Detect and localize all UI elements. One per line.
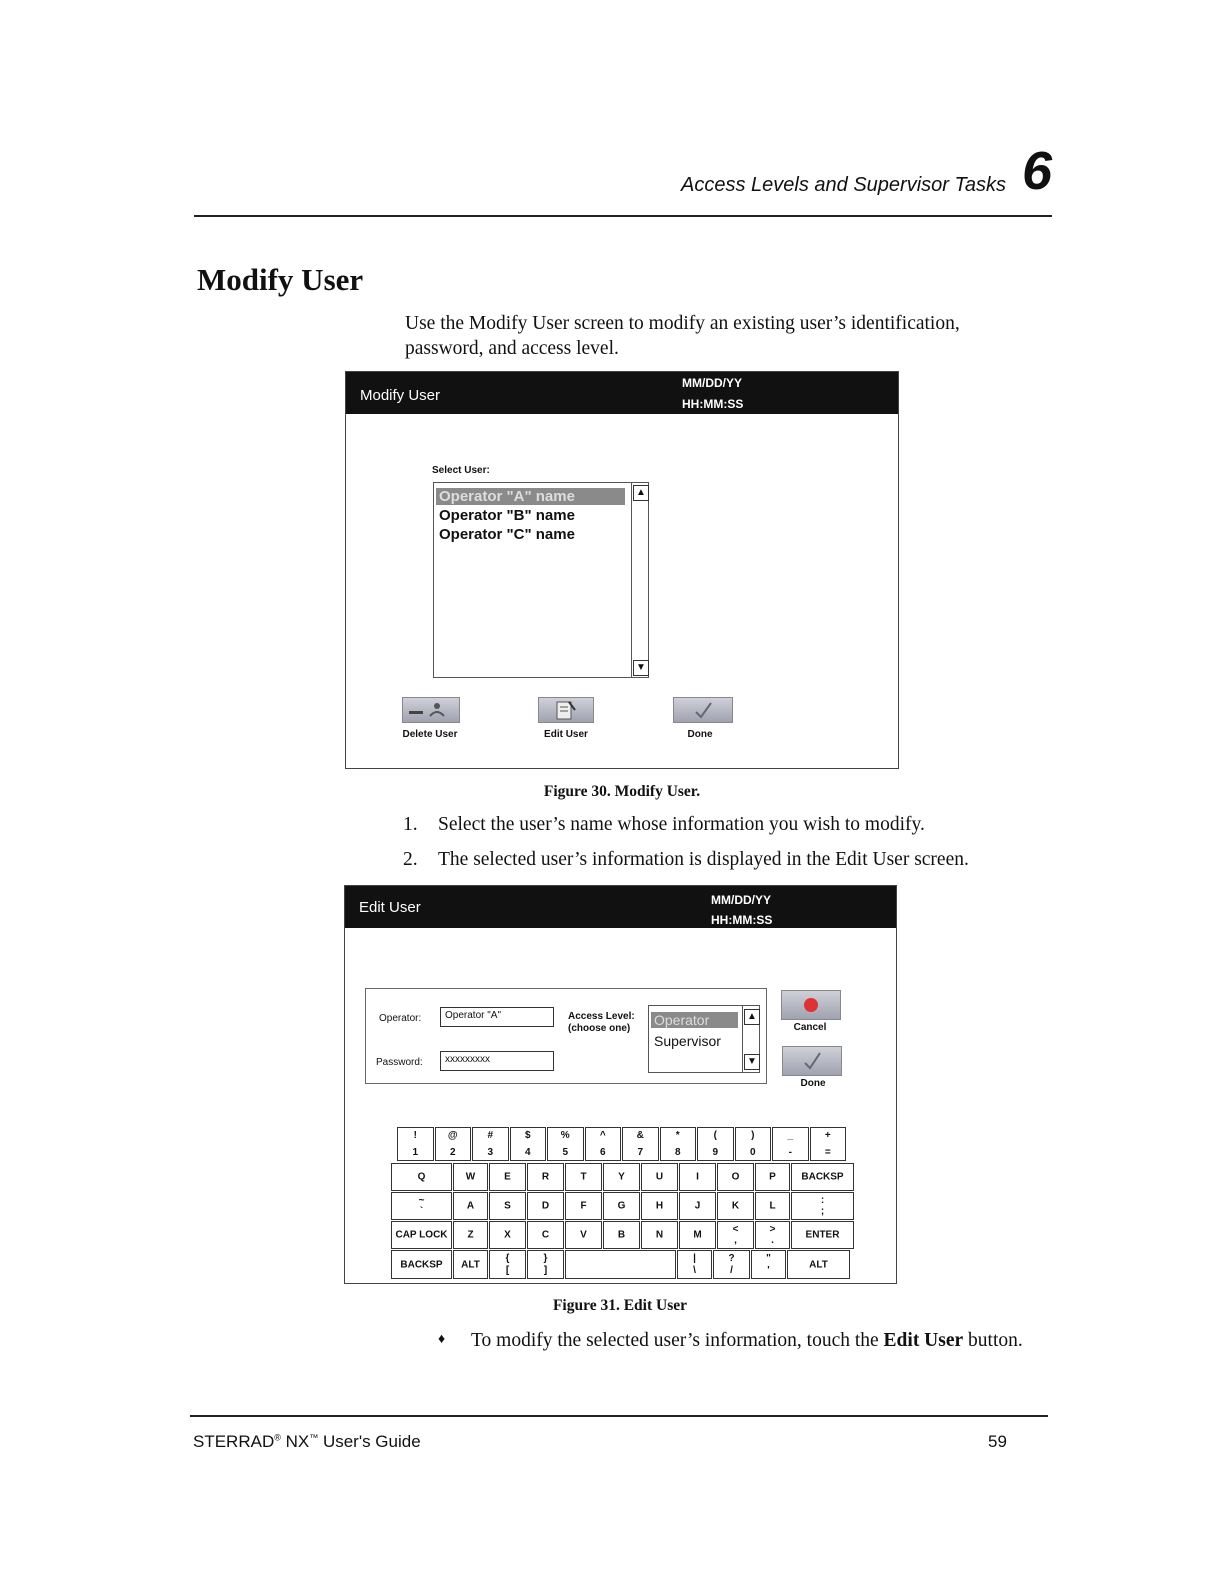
keyboard-key[interactable] [391, 1221, 452, 1249]
keyboard-key[interactable] [735, 1127, 772, 1161]
keyboard-key[interactable] [527, 1163, 564, 1191]
key-label: I [696, 1171, 699, 1183]
key-label: O [731, 1171, 740, 1183]
step-text: The selected user’s information is displayed in the Edit User screen. [438, 849, 969, 870]
key-label: F [580, 1200, 587, 1212]
key-label-lower: 0 [749, 1147, 756, 1158]
keyboard-key[interactable] [510, 1127, 547, 1161]
keyboard-key[interactable] [565, 1221, 602, 1249]
key-label: Q [417, 1171, 426, 1183]
keyboard-key[interactable] [713, 1250, 750, 1279]
key-label-lower: [ [505, 1265, 510, 1276]
key-label-lower: ' [767, 1265, 770, 1276]
key-label-upper: { [505, 1253, 510, 1264]
scroll-down-icon[interactable]: ▼ [633, 660, 649, 676]
keyboard-key[interactable] [603, 1221, 640, 1249]
done-label: Done [800, 1078, 826, 1089]
footer-tm-mark: ™ [309, 1432, 319, 1443]
password-label: Password: [376, 1057, 423, 1068]
keyboard-key[interactable] [547, 1127, 584, 1161]
key-label: R [541, 1171, 550, 1183]
screen-title: Modify User [360, 387, 441, 404]
key-label-upper: ( [713, 1130, 717, 1141]
scroll-up-icon[interactable]: ▲ [744, 1009, 760, 1025]
key-label: Z [467, 1229, 474, 1241]
keyboard-key[interactable] [791, 1192, 854, 1220]
keyboard-key[interactable] [391, 1250, 452, 1279]
key-label-upper: * [675, 1130, 680, 1141]
screen-title: Edit User [359, 899, 421, 916]
bullet-text [471, 1328, 1031, 1353]
footer-reg-mark: ® [274, 1432, 281, 1443]
user-listbox[interactable] [433, 482, 649, 678]
keyboard-key[interactable] [603, 1163, 640, 1191]
key-label: ALT [461, 1259, 480, 1270]
key-label-lower: 2 [449, 1147, 456, 1158]
keyboard-key[interactable] [603, 1192, 640, 1220]
step-number: 2. [403, 849, 418, 870]
keyboard-key[interactable] [717, 1221, 754, 1249]
key-label: CAP LOCK [395, 1229, 448, 1241]
step-number: 1. [403, 814, 418, 835]
key-label-lower: 8 [674, 1147, 681, 1158]
key-label-upper: > [769, 1224, 776, 1235]
scroll-down-icon[interactable]: ▼ [744, 1054, 760, 1070]
operator-input[interactable]: Operator "A" [440, 1007, 554, 1027]
key-label: T [580, 1171, 587, 1183]
key-label-upper: _ [787, 1130, 794, 1141]
keyboard-key[interactable] [791, 1221, 854, 1249]
footer-rule [190, 1415, 1048, 1417]
keyboard-key[interactable] [717, 1163, 754, 1191]
keyboard-key[interactable] [677, 1250, 712, 1279]
keyboard-key[interactable] [641, 1192, 678, 1220]
key-label: L [769, 1200, 776, 1212]
key-label-upper: ? [728, 1253, 735, 1264]
keyboard-key[interactable] [679, 1192, 716, 1220]
edit-user-icon [539, 698, 593, 722]
on-screen-keyboard [345, 886, 896, 1283]
keyboard-key[interactable] [810, 1127, 847, 1161]
footer-brand: STERRAD [193, 1432, 275, 1451]
keyboard-key[interactable] [679, 1221, 716, 1249]
key-label-lower: - [788, 1147, 792, 1158]
keyboard-key[interactable] [679, 1163, 716, 1191]
keyboard-key[interactable] [755, 1163, 790, 1191]
step-text: Select the user’s name whose information you wish to modify. [438, 814, 925, 835]
keyboard-key[interactable] [472, 1127, 509, 1161]
key-label: H [655, 1200, 664, 1212]
key-label-upper: @ [447, 1130, 458, 1141]
keyboard-key[interactable] [391, 1192, 452, 1220]
key-label-lower: 6 [599, 1147, 606, 1158]
key-label: W [465, 1171, 476, 1183]
keyboard-key[interactable] [717, 1192, 754, 1220]
footer-nx: NX [280, 1432, 310, 1451]
list-item[interactable]: Operator "C" name [439, 526, 575, 543]
key-label: P [769, 1171, 776, 1183]
key-label: S [504, 1200, 511, 1212]
access-level-label: Access Level: [568, 1011, 635, 1022]
chapter-number: 6 [1021, 141, 1052, 201]
keyboard-key[interactable] [565, 1192, 602, 1220]
list-item[interactable]: Operator "A" name [436, 488, 625, 505]
keyboard-key[interactable] [751, 1250, 786, 1279]
running-title: Access Levels and Supervisor Tasks [681, 174, 1006, 196]
figure-30-caption: Figure 30. Modify User. [543, 783, 701, 800]
key-label: BACKSP [801, 1171, 844, 1183]
time-display: HH:MM:SS [682, 397, 744, 411]
list-item[interactable]: Supervisor [654, 1033, 721, 1049]
key-label: J [694, 1200, 701, 1212]
bullet-diamond-icon: ♦ [438, 1332, 446, 1347]
intro-paragraph: Use the Modify User screen to modify an existing user’s identification, password, and access level. [405, 313, 960, 359]
key-label-upper: + [824, 1130, 831, 1141]
page-number: 59 [988, 1432, 1007, 1451]
keyboard-key[interactable] [453, 1250, 488, 1279]
keyboard-key[interactable] [453, 1163, 488, 1191]
operator-label: Operator: [379, 1013, 422, 1024]
modify-user-screen [345, 371, 899, 769]
keyboard-key[interactable] [453, 1221, 488, 1249]
spacebar-key[interactable] [565, 1250, 676, 1279]
list-scrollbar[interactable] [631, 483, 648, 677]
access-level-sublabel: (choose one) [568, 1023, 631, 1034]
edit-user-screen [344, 885, 897, 1284]
keyboard-key[interactable] [585, 1127, 622, 1161]
key-label: A [466, 1200, 475, 1212]
cancel-label: Cancel [793, 1022, 827, 1033]
done-button[interactable] [673, 697, 733, 723]
keyboard-key[interactable] [787, 1250, 850, 1279]
key-label: ALT [809, 1259, 828, 1270]
bullet-text-after: button. [963, 1330, 1023, 1351]
key-label: E [504, 1171, 511, 1183]
key-label: V [580, 1229, 587, 1241]
keyboard-key[interactable] [453, 1192, 488, 1220]
key-label-lower: 4 [524, 1147, 531, 1158]
key-label-upper: } [543, 1253, 548, 1264]
keyboard-key[interactable] [397, 1127, 434, 1161]
keyboard-key[interactable] [489, 1163, 526, 1191]
key-label: M [693, 1229, 702, 1241]
key-label: G [617, 1200, 626, 1212]
key-label: Y [618, 1171, 625, 1183]
key-label-lower: = [824, 1147, 831, 1158]
edit-user-button[interactable] [538, 697, 594, 723]
list-item[interactable]: Operator [651, 1012, 738, 1028]
key-label-upper: # [487, 1130, 494, 1141]
key-label: U [655, 1171, 664, 1183]
bullet-text-before: To modify the selected user’s information, touch the [471, 1330, 884, 1351]
footer-guide-title [193, 1432, 421, 1452]
time-display: HH:MM:SS [711, 913, 773, 927]
scroll-up-icon[interactable]: ▲ [633, 485, 649, 501]
key-label-upper: : [820, 1195, 825, 1206]
date-display: MM/DD/YY [682, 376, 742, 390]
key-label: ENTER [805, 1229, 840, 1241]
key-label-lower: . [771, 1235, 774, 1246]
key-label-upper: % [560, 1130, 570, 1141]
delete-user-icon [403, 698, 459, 722]
figure-31-caption: Figure 31. Edit User [552, 1297, 688, 1314]
key-label-upper: $ [524, 1130, 531, 1141]
key-label: X [504, 1229, 511, 1241]
key-label-lower: 9 [712, 1147, 719, 1158]
keyboard-key[interactable] [489, 1221, 526, 1249]
key-label-upper: ) [751, 1130, 755, 1141]
key-label-lower: 1 [412, 1147, 419, 1158]
key-label-upper: < [732, 1224, 739, 1235]
keyboard-key[interactable] [527, 1250, 564, 1279]
keyboard-key[interactable] [489, 1192, 526, 1220]
key-label-upper: | [693, 1253, 696, 1264]
key-label-lower: 7 [637, 1147, 644, 1158]
key-label-lower: ; [820, 1206, 825, 1217]
key-label: C [541, 1229, 550, 1241]
key-label-upper: " [766, 1253, 771, 1264]
footer-suffix: User's Guide [318, 1432, 421, 1451]
key-label: K [731, 1200, 740, 1212]
checkmark-icon [674, 698, 732, 722]
keyboard-key[interactable] [435, 1127, 472, 1161]
key-label: D [541, 1200, 550, 1212]
key-label-lower: 5 [562, 1147, 569, 1158]
key-label-lower: \ [693, 1265, 696, 1276]
key-label-lower: 3 [487, 1147, 494, 1158]
key-label-lower: , [734, 1235, 737, 1246]
keyboard-key[interactable] [772, 1127, 809, 1161]
key-label-upper: ^ [599, 1130, 606, 1141]
key-label-lower: ` [419, 1206, 424, 1217]
key-label-upper: ~ [418, 1195, 425, 1206]
keyboard-key[interactable] [489, 1250, 526, 1279]
keyboard-key[interactable] [755, 1192, 790, 1220]
key-label: N [655, 1229, 664, 1241]
keyboard-key[interactable] [755, 1221, 790, 1249]
delete-user-label: Delete User [402, 729, 458, 740]
modify-user-titlebar [346, 372, 898, 414]
keyboard-key[interactable] [697, 1127, 734, 1161]
header-rule [194, 215, 1052, 217]
keyboard-key[interactable] [791, 1163, 854, 1191]
keyboard-key[interactable] [641, 1221, 678, 1249]
delete-user-button[interactable] [402, 697, 460, 723]
keyboard-key[interactable] [622, 1127, 659, 1161]
key-label-upper: ! [413, 1130, 417, 1141]
keyboard-key[interactable] [527, 1192, 564, 1220]
keyboard-key[interactable] [565, 1163, 602, 1191]
keyboard-key[interactable] [391, 1163, 452, 1191]
key-label-lower: / [730, 1265, 733, 1276]
select-user-label: Select User: [432, 465, 490, 476]
list-item[interactable]: Operator "B" name [439, 507, 575, 524]
key-label: B [617, 1229, 626, 1241]
date-display: MM/DD/YY [711, 893, 771, 907]
key-label: BACKSP [400, 1259, 443, 1270]
keyboard-key[interactable] [527, 1221, 564, 1249]
section-title: Modify User [197, 262, 364, 297]
keyboard-key[interactable] [641, 1163, 678, 1191]
done-label: Done [687, 729, 713, 740]
bullet-text-bold: Edit User [883, 1330, 964, 1351]
password-input[interactable]: xxxxxxxxx [440, 1051, 554, 1071]
edit-user-label: Edit User [544, 729, 588, 740]
key-label-lower: ] [543, 1265, 548, 1276]
keyboard-key[interactable] [660, 1127, 697, 1161]
key-label-upper: & [636, 1130, 644, 1141]
